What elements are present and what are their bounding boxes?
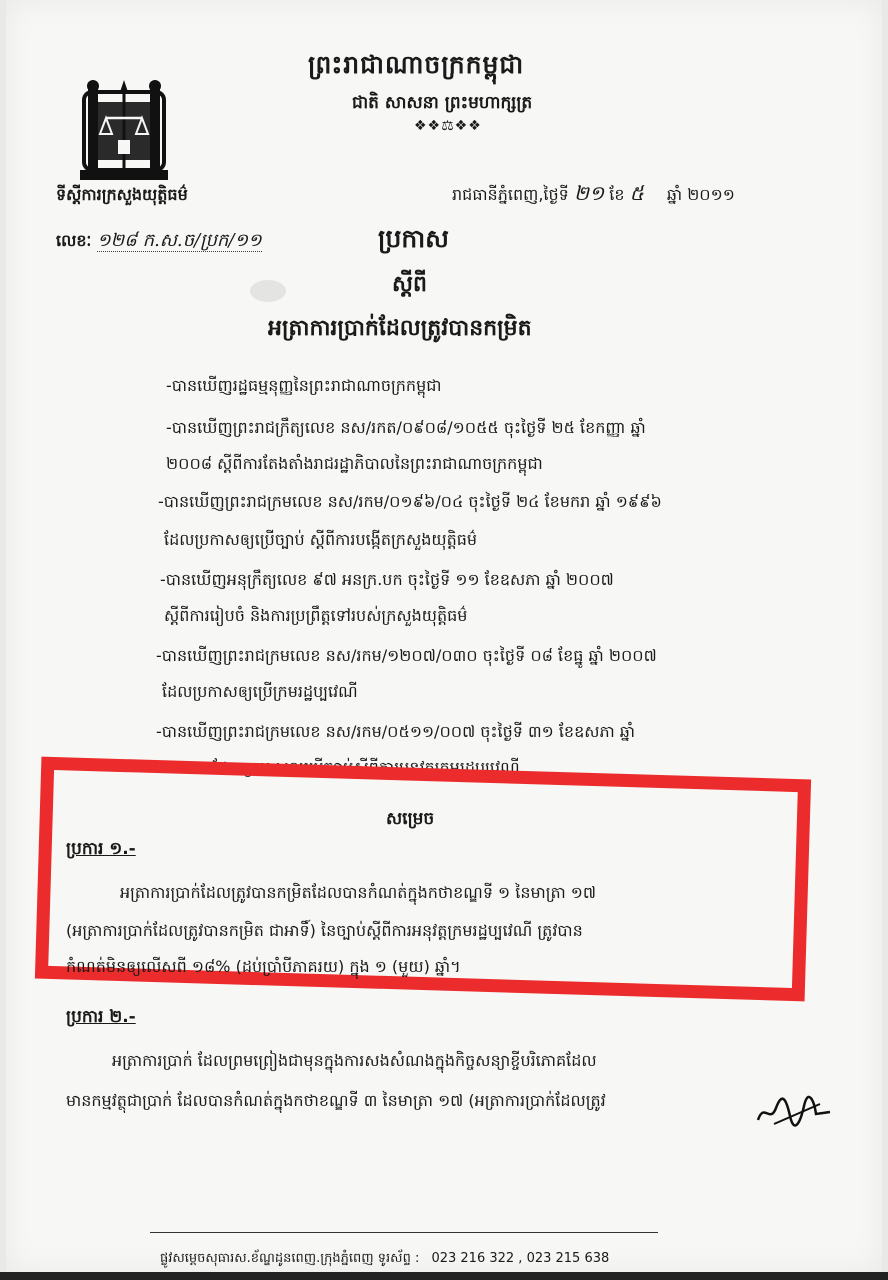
article-2-line: អត្រាការប្រាក់ ដែលព្រមព្រៀងជាមុនក្នុងការសងសំណងក្នុងកិច្ចសន្យាខ្ចីបរិភោគដែល xyxy=(112,1051,597,1070)
ministry-name: ទីស្តីការក្រសួងយុត្តិធម៌ xyxy=(56,185,188,204)
date-place: រាជធានីភ្នំពេញ,ថ្ងៃទី xyxy=(452,185,569,204)
visa-line: ដែលប្រកាសឲ្យប្រើច្បាប់ ស្តីពីការបង្កើតក្រសួងយុត្តិធម៌ xyxy=(164,530,478,549)
decision-heading: សម្រេច xyxy=(386,809,435,829)
date-day: ២១ xyxy=(573,181,605,205)
document-subject: អត្រាការប្រាក់ដែលត្រូវបានកម្រិត xyxy=(268,316,532,341)
date-month: ៥ xyxy=(629,181,644,205)
article-2-heading: ប្រការ ២.- xyxy=(66,1007,136,1027)
visa-line: ២០១១ ដែលប្រកាសឲ្យប្រើច្បាប់ស្តីពីការអនុវត្តក្រមរដ្ឋប្បវេណី xyxy=(160,758,520,777)
visa-line: -បានឃើញព្រះរាជក្រឹត្យលេខ នស/រកត/០៩០៨/១០៥៥ ចុះថ្ងៃទី ២៥ ខែកញ្ញា ឆ្នាំ xyxy=(166,418,646,437)
visa-line: ស្តីពីការរៀបចំ និងការប្រព្រឹត្តទៅរបស់ក្រសួងយុត្តិធម៌ xyxy=(164,606,468,625)
footer-divider xyxy=(150,1232,658,1233)
reference-number xyxy=(56,228,262,255)
ministry-emblem-icon xyxy=(76,74,172,184)
article-1-line: អត្រាការប្រាក់ដែលត្រូវបានកម្រិតដែលបានកំណត់ក្នុងកថាខណ្ឌទី ១ នៃមាត្រា ១៧ xyxy=(120,883,597,902)
article-1-heading: ប្រការ ១.- xyxy=(66,839,136,859)
article-2-line: មានកម្មវត្ថុជាប្រាក់ ដែលបានកំណត់ក្នុងកថាខណ្ឌទី ៣ នៃមាត្រា ១៧ (អត្រាការប្រាក់ដែលត្រូវ xyxy=(66,1091,606,1110)
issue-date xyxy=(452,180,735,210)
motto-ornament: ❖❖⚖❖❖ xyxy=(414,118,482,134)
scan-bottom-edge xyxy=(0,1272,888,1280)
kingdom-heading: ព្រះរាជាណាចក្រកម្ពុជា xyxy=(308,50,525,79)
visa-line: -បានឃើញព្រះរាជក្រមលេខ នស/រកម/០១៩៦/០៤ ចុះថ្ងៃទី ២៤ ខែមករា ឆ្នាំ ១៩៩៦ xyxy=(158,492,662,511)
article-1-line: (អត្រាការប្រាក់ដែលត្រូវបានកម្រិត ជាអាទិ៍) នៃច្បាប់ស្តីពីការអនុវត្តក្រមរដ្ឋប្បវេណី ត្រូវបាន xyxy=(66,921,583,940)
title-about: ស្តីពី xyxy=(392,272,427,297)
visa-line: -បានឃើញព្រះរាជក្រមលេខ នស/រកម/០៥១១/០០៧ ចុះថ្ងៃទី ៣១ ខែឧសភា ឆ្នាំ xyxy=(156,722,636,741)
article-1-line: កំណត់មិនឲ្យលើសពី ១៨% (ដប់ប្រាំបីភាគរយ) ក្នុង ១ (មួយ) ឆ្នាំ។ xyxy=(66,957,461,976)
initials-signature-icon xyxy=(754,1094,834,1130)
footer-phones: 023 216 322 , 023 215 638 xyxy=(431,1251,610,1266)
visa-line: -បានឃើញអនុក្រឹត្យលេខ ៩៧ អនក្រ.បក ចុះថ្ងៃទី ១១ ខែឧសភា ឆ្នាំ ២០០៧ xyxy=(160,570,614,589)
visa-line: ២០០៨ ស្តីពីការតែងតាំងរាជរដ្ឋាភិបាលនៃព្រះរាជាណាចក្រកម្ពុជា xyxy=(166,454,543,473)
visa-line: -បានឃើញព្រះរាជក្រមលេខ នស/រកម/១២០៧/០៣០ ចុះថ្ងៃទី ០៨ ខែធ្នូ ឆ្នាំ ២០០៧ xyxy=(156,646,657,665)
visa-line: -បានឃើញរដ្ឋធម្មនុញ្ញនៃព្រះរាជាណាចក្រកម្ពុជា xyxy=(166,376,442,395)
reference-value: ១២៨ ក.ស.ច/ប្រក/១១ xyxy=(96,230,262,251)
visa-line: ដែលប្រកាសឲ្យប្រើក្រមរដ្ឋប្បវេណី xyxy=(162,682,358,701)
national-motto: ជាតិ សាសនា ព្រះមហាក្សត្រ xyxy=(352,93,533,113)
date-year: ឆ្នាំ ២០១១ xyxy=(666,185,735,204)
document-type-title: ប្រកាស xyxy=(378,224,449,253)
scan-smudge xyxy=(250,280,286,302)
reference-label: លេខៈ xyxy=(56,231,92,250)
footer-contact xyxy=(160,1250,609,1269)
footer-address: ផ្លូវសម្តេចសុធារស.ខ័ណ្ឌដូនពេញ.ក្រុងភ្នំពេញ ទូរស័ព្ទ : xyxy=(160,1251,420,1266)
date-month-label: ខែ xyxy=(609,185,625,204)
